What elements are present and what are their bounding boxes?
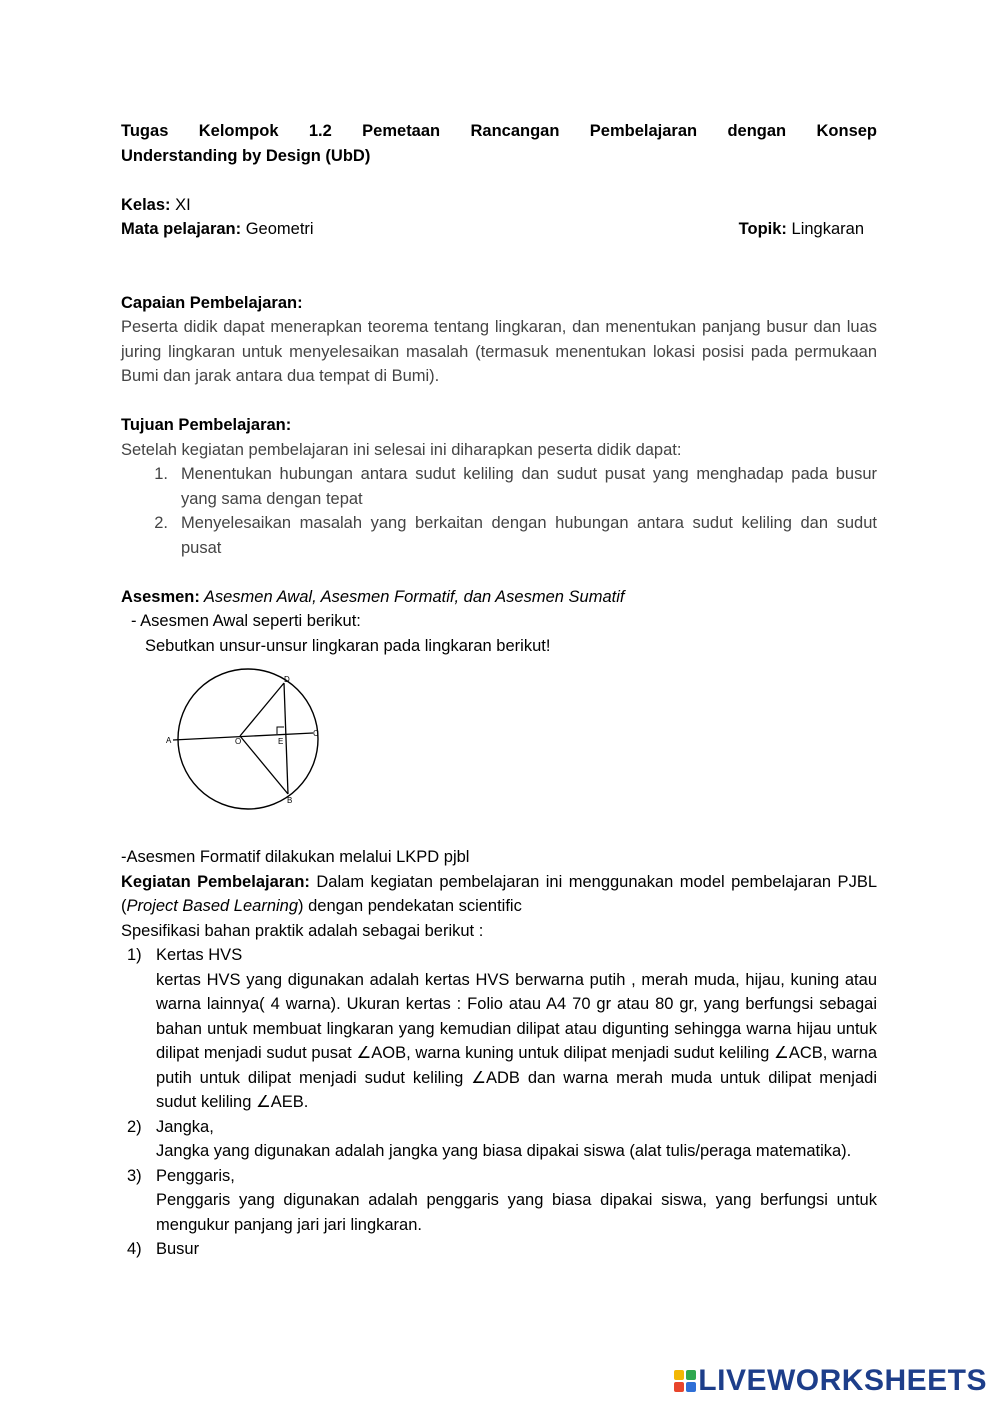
spec-list [121,943,877,1262]
topik-value: Lingkaran [786,220,864,238]
title-line-1: Tugas Kelompok 1.2 Pemetaan Rancangan Pembelajaran dengan Konsep [121,122,877,140]
point-label-e: E [278,737,284,746]
mapel-value: Geometri [241,220,314,238]
list-item [121,462,877,511]
logo-square [686,1382,696,1392]
list-item-name: Penggaris, [156,1166,235,1185]
logo-square [674,1382,684,1392]
asesmen-value: Asesmen Awal, Asesmen Formatif, dan Asesmen Sumatif [199,587,625,606]
list-item-name: Kertas HVS [156,946,243,964]
spesifikasi-intro: Spesifikasi bahan praktik adalah sebagai berikut : [121,921,484,940]
list-item-number: 1) [127,946,142,964]
kegiatan-label: Kegiatan Pembelajaran: [121,872,310,891]
kelas-label: Kelas: [121,195,171,214]
point-label-a: A [166,736,172,745]
liveworksheets-logo [674,1364,987,1398]
capaian-section [121,291,877,389]
list-item-desc: kertas HVS yang digunakan adalah kertas HVS berwarna putih , merah muda, hijau, kuning atau warna lainnya( 4 warna). Ukuran kertas : Folio atau A4 70 gr atau 80 gr, yang berfungsi sebagai bahan untuk membuat lingkaran yang kemudian dilipat atau digunting sehingga warna hijau untuk dilipat menjadi sudut pusat ∠AOB, warna kuning untuk dilipat menjadi sudut keliling ∠ACB, warna putih untuk dilipat menjadi sudut keliling ∠ADB dan warna merah muda untuk dilipat menjadi sudut keliling ∠AEB. [156,970,877,1111]
point-label-b: B [287,796,293,805]
kelas-value: XI [170,195,191,214]
list-item-desc: Jangka yang digunakan adalah jangka yang biasa dipakai siswa (alat tulis/peraga matematika). [156,1142,852,1160]
list-item [121,511,877,560]
asesmen-formatif: -Asesmen Formatif dilakukan melalui LKPD pjbl [121,848,470,866]
topik-label: Topik: [738,220,787,238]
tujuan-intro: Setelah kegiatan pembelajaran ini selesai ini diharapkan peserta didik dapat: [121,440,682,459]
asesmen-instruksi: Sebutkan unsur-unsur lingkaran pada lingkaran berikut! [145,636,551,655]
capaian-heading: Capaian Pembelajaran: [121,293,303,312]
point-label-c: C [313,729,319,738]
list-item [121,1164,877,1238]
mapel-topik-row [121,217,877,242]
list-item [121,1115,877,1164]
kegiatan-text-italic: Project Based Learning [126,897,299,915]
topik-line [739,217,864,242]
tujuan-section [121,413,877,560]
tujuan-list [121,462,877,560]
circle-diagram [160,664,340,814]
mapel-label: Mata pelajaran: [121,220,242,238]
list-item-text: Menyelesaikan masalah yang berkaitan dengan hubungan antara sudut keliling dan sudut pusat [181,514,877,557]
chord-line-db [284,683,288,794]
list-item-number: 1. [154,465,168,483]
mapel-line [121,217,314,242]
list-item-name: Jangka, [156,1117,214,1136]
asesmen-awal: - Asesmen Awal seperti berikut: [131,612,361,630]
list-item-number: 2. [154,514,168,532]
list-item-number: 4) [127,1240,142,1258]
kegiatan-paragraph [121,870,877,919]
logo-text: LIVEWORKSHEETS [698,1364,987,1397]
asesmen-label: Asesmen: [121,587,200,606]
asesmen-line [121,585,877,610]
point-label-d: D [284,675,290,684]
list-item-desc: Penggaris yang digunakan adalah penggaris yang biasa dipakai siswa, yang berfungsi untuk mengukur panjang jari jari lingkaran. [156,1191,877,1234]
asesmen-section [121,585,877,659]
document-title [121,119,877,168]
kelas-line [121,193,877,218]
list-item-name: Busur [156,1240,200,1258]
kegiatan-section [121,845,877,1262]
list-item [121,943,877,1115]
list-item-number: 3) [127,1166,142,1185]
list-item-number: 2) [127,1117,142,1136]
logo-icon [674,1370,696,1392]
list-item [121,1237,877,1262]
kegiatan-text-before: Dalam kegiatan pembelajaran ini menggunakan model pembelajaran PJBL ( [121,872,877,915]
kegiatan-text-after: ) dengan pendekatan scientific [298,897,522,915]
title-line-2: Understanding by Design (UbD) [121,146,371,165]
tujuan-heading: Tujuan Pembelajaran: [121,416,292,434]
list-item-text: Menentukan hubungan antara sudut keliling dan sudut pusat yang menghadap pada busur yang sama dengan tepat [181,465,877,508]
logo-square [686,1370,696,1380]
logo-square [674,1370,684,1380]
capaian-text: Peserta didik dapat menerapkan teorema tentang lingkaran, dan menentukan panjang busur dan luas juring lingkaran untuk menyelesaikan masalah (termasuk menentukan lokasi posisi pada permukaan Bumi dan jarak antara dua tempat di Bumi). [121,318,877,385]
point-label-o: O [235,737,242,746]
right-angle-marker [277,727,284,734]
